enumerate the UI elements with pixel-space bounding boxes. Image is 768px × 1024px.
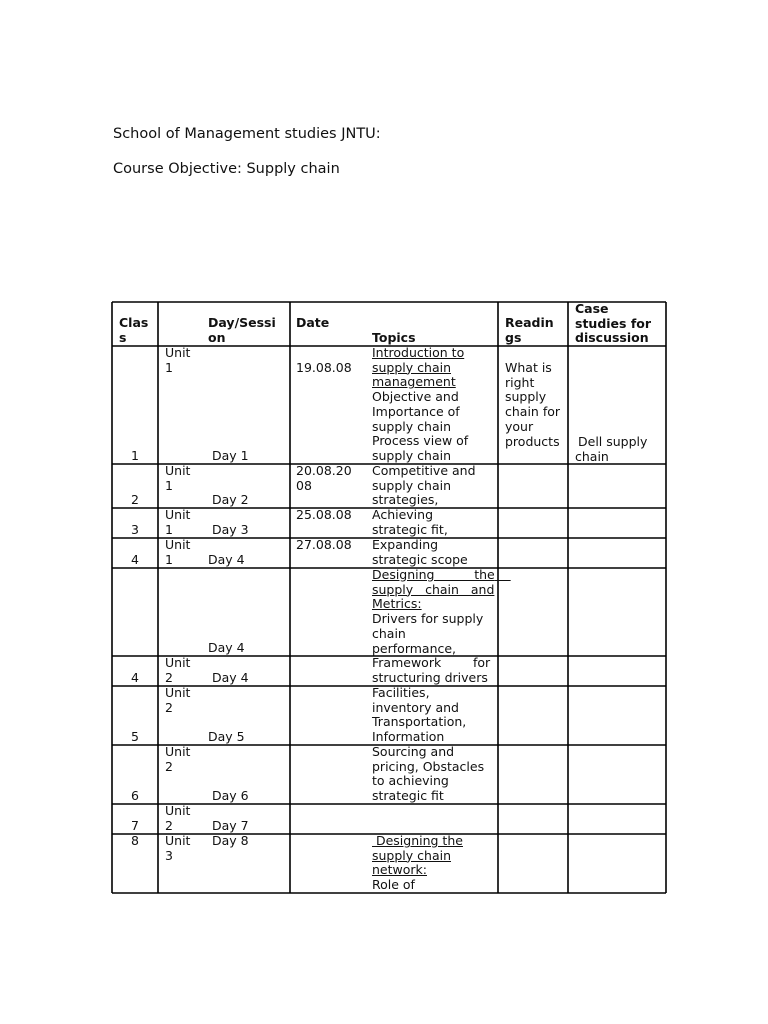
row1-unit: Unit 1 xyxy=(165,345,191,375)
row1-case-study: Dell supply chain xyxy=(575,434,648,464)
row4-class: 4 xyxy=(131,552,139,567)
row8-unit: Unit 2 xyxy=(165,744,191,774)
header-class: Clas s xyxy=(119,315,149,345)
row7-class: 5 xyxy=(131,729,139,744)
row3-unit: Unit 1 xyxy=(165,507,191,537)
row7-unit: Unit 2 xyxy=(165,685,191,715)
row4-topics: Expanding strategic scope xyxy=(372,537,468,567)
row9-unit: Unit 2 xyxy=(165,803,191,833)
row6-topics: Framework for structuring drivers xyxy=(372,655,491,685)
header-day-session: Day/Sessi on xyxy=(208,315,276,345)
row2-unit: Unit 1 xyxy=(165,463,191,493)
course-objective: Course Objective: Supply chain xyxy=(113,161,340,177)
row3-topics: Achieving strategic fit, xyxy=(372,507,448,537)
row1-readings: What is right supply chain for your products xyxy=(505,360,561,449)
row9-class: 7 xyxy=(131,818,139,833)
row9-day: Day 7 xyxy=(212,818,249,833)
row2-date: 20.08.20 08 xyxy=(296,463,352,493)
row3-day: Day 3 xyxy=(212,522,249,537)
row10-topics: Designing the supply chain network: Role of xyxy=(372,833,463,893)
row10-class: 8 xyxy=(131,833,139,848)
page-heading: School of Management studies JNTU: xyxy=(113,126,381,142)
row1-day: Day 1 xyxy=(212,448,249,463)
row3-date: 25.08.08 xyxy=(296,507,352,522)
header-readings: Readin gs xyxy=(505,315,554,345)
row5-topics: Designing the supply chain and Metrics: Drivers for supply chain performance, xyxy=(372,567,495,656)
header-date: Date xyxy=(296,315,330,330)
header-topics: Topics xyxy=(372,330,416,345)
row8-class: 6 xyxy=(131,788,139,803)
row2-topics: Competitive and supply chain strategies, xyxy=(372,463,476,508)
row4-date: 27.08.08 xyxy=(296,537,352,552)
row10-unit: Unit 3 xyxy=(165,833,191,863)
row7-day: Day 5 xyxy=(208,729,245,744)
header-case-studies: Case studies for discussion xyxy=(575,301,652,346)
row8-day: Day 6 xyxy=(212,788,249,803)
row8-topics: Sourcing and pricing, Obstacles to achieving strategic fit xyxy=(372,744,485,804)
row2-day: Day 2 xyxy=(212,492,249,507)
row5-day: Day 4 xyxy=(208,640,245,655)
row6-class: 4 xyxy=(131,670,139,685)
row4-day: Day 4 xyxy=(208,552,245,567)
row7-topics: Facilities, inventory and Transportation, Information xyxy=(372,685,467,745)
row1-topics: Introduction to supply chain management Objective and Importance of supply chain Process view of supply chain xyxy=(372,345,469,463)
row3-class: 3 xyxy=(131,522,139,537)
row6-day: Day 4 xyxy=(212,670,249,685)
row10-day: Day 8 xyxy=(212,833,249,848)
row1-class: 1 xyxy=(131,448,139,463)
row1-date: 19.08.08 xyxy=(296,360,352,375)
row4-unit: Unit 1 xyxy=(165,537,191,567)
row6-unit: Unit 2 xyxy=(165,655,191,685)
row2-class: 2 xyxy=(131,492,139,507)
